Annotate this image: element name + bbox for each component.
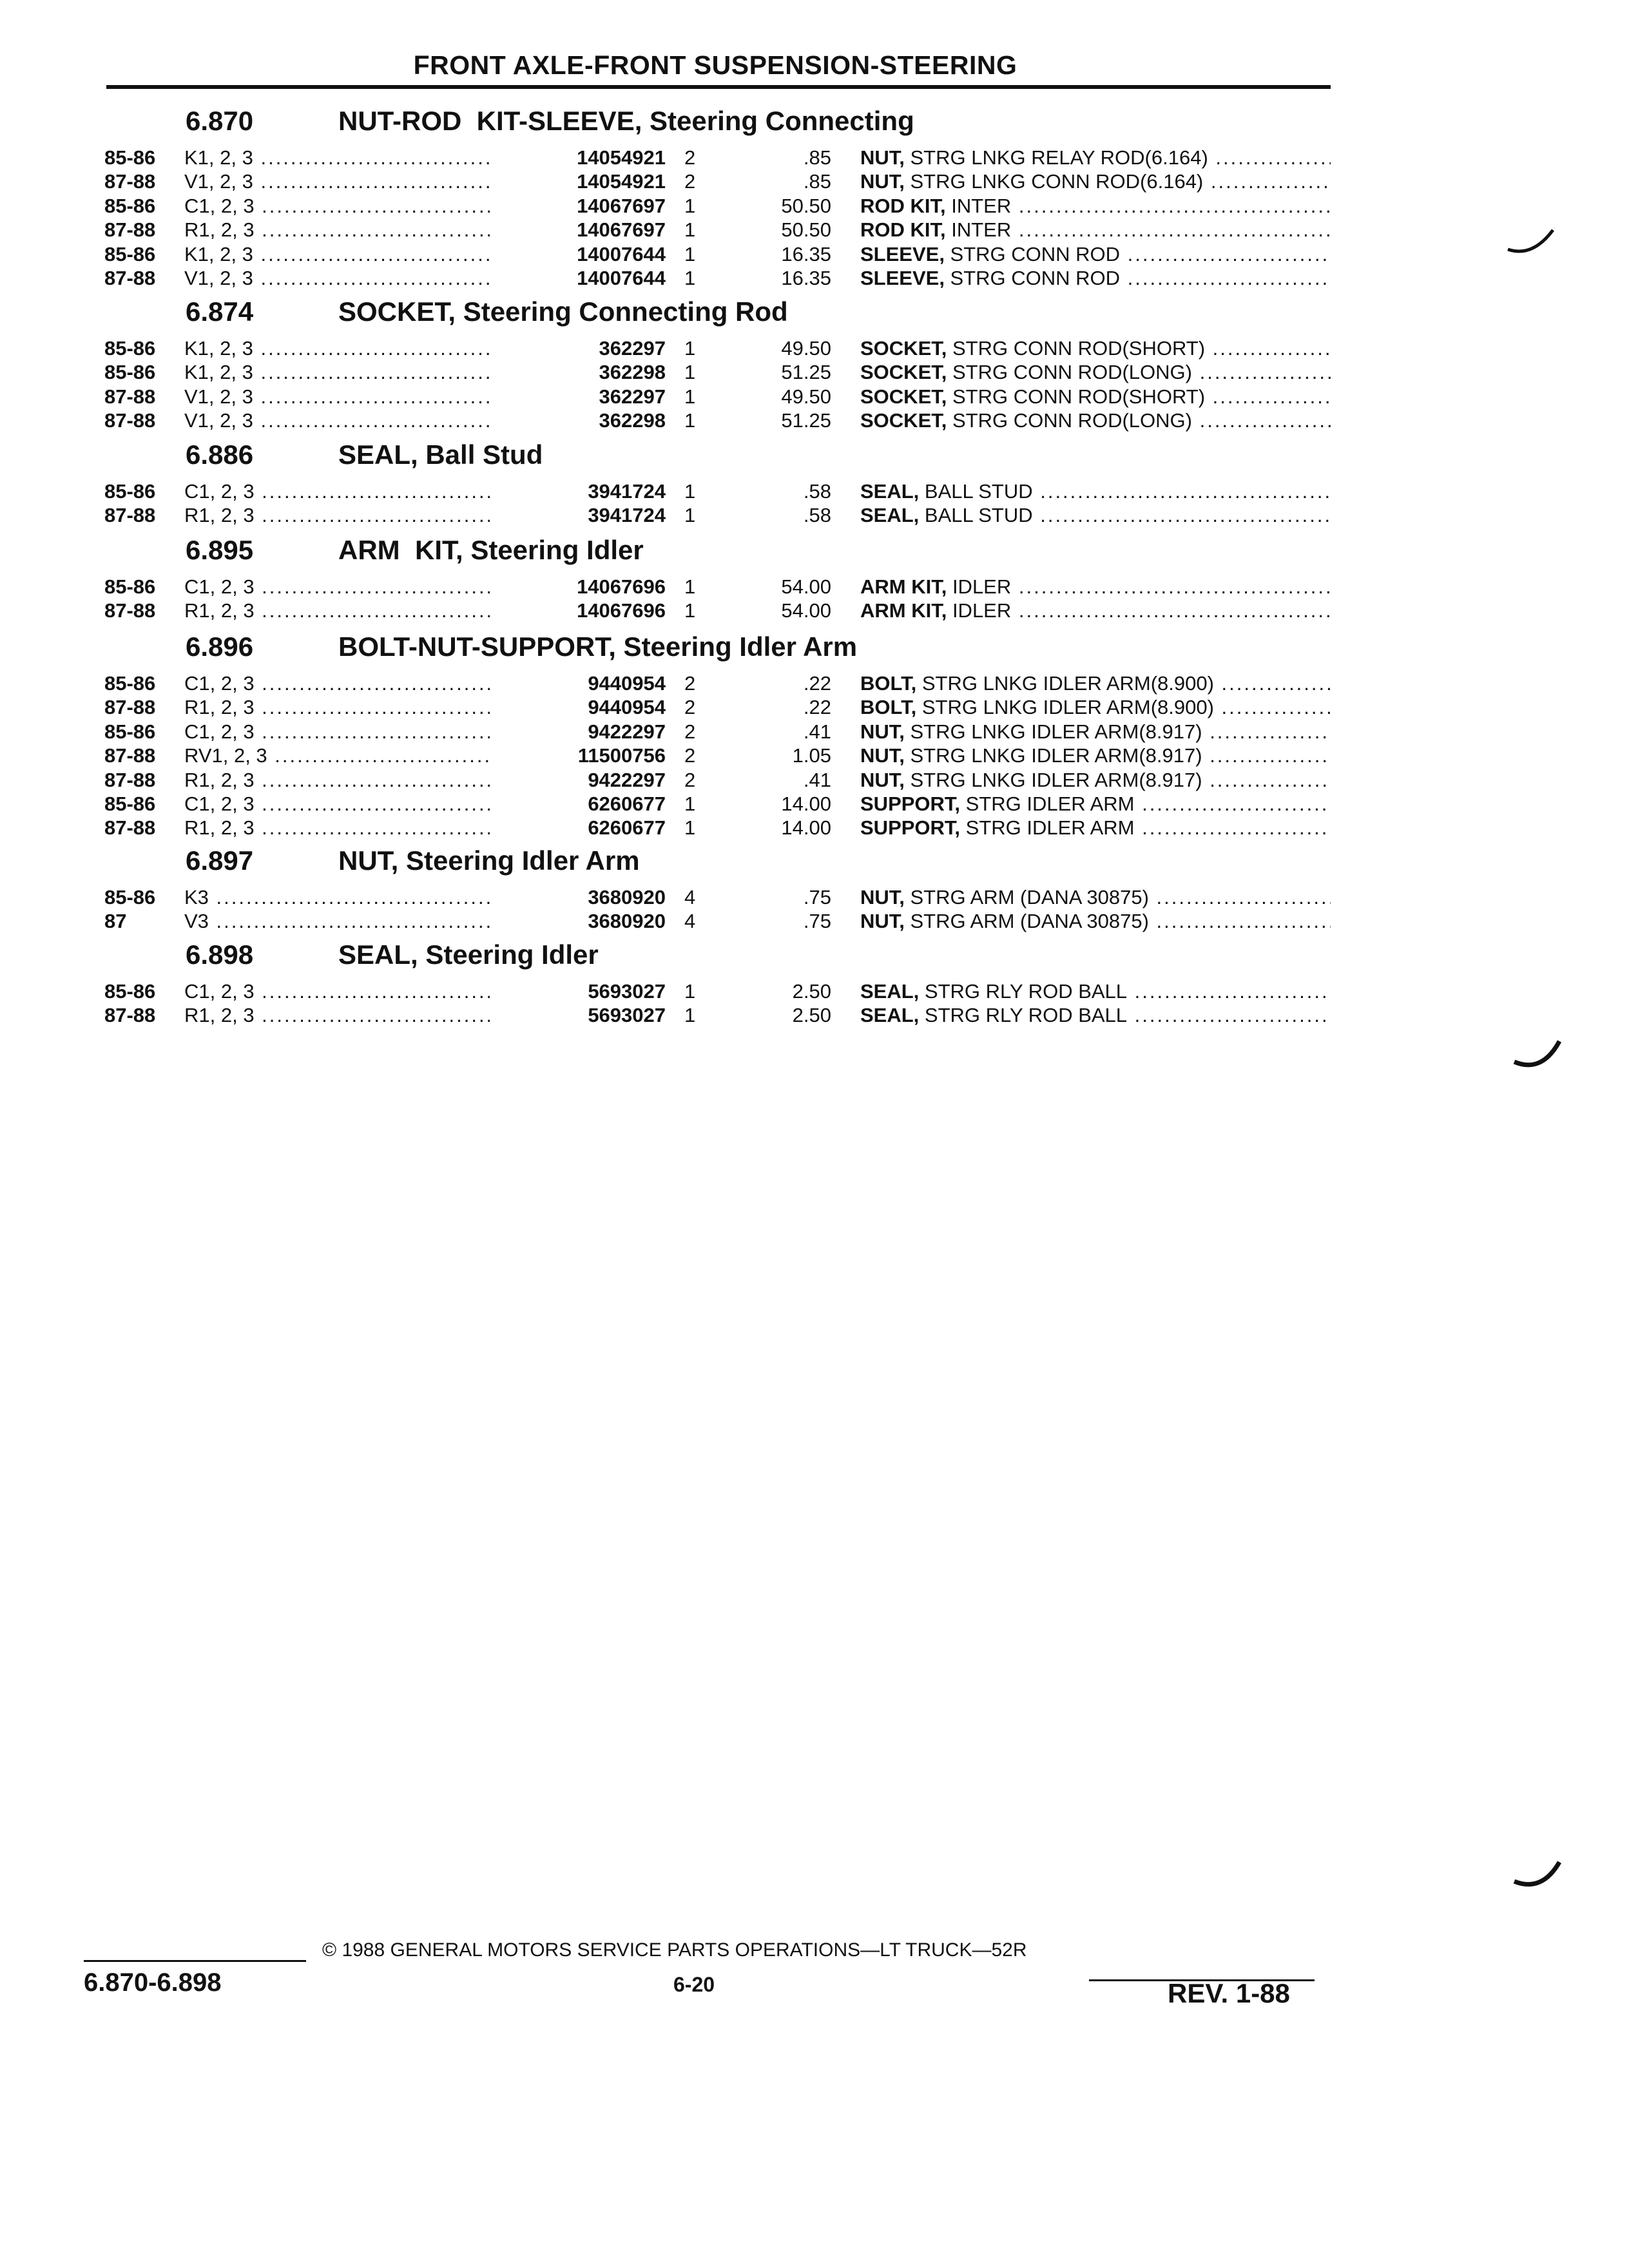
quantity: 1 [684,575,696,598]
section-header [0,938,1629,972]
part-row [0,266,1629,290]
part-row [0,503,1629,527]
model-codes: C1, 2, 3 ..... [184,671,519,695]
model-years: 85-86 [104,575,156,598]
model-years: 87-88 [104,267,156,289]
model-years: 87-88 [104,816,156,840]
margin-mark [1507,227,1558,259]
part-number: 6260677 [490,816,666,840]
section-title: ARM KIT, Steering Idler [338,535,644,565]
part-row [0,599,1629,622]
description-noun: SOCKET, [860,361,947,384]
description [860,768,1331,792]
part-row [0,218,1629,242]
margin-mark [1513,1036,1565,1075]
description-text: STRG CONN ROD [944,242,1121,265]
model-years: 87-88 [104,696,156,719]
description-text: IDLER [947,575,1012,598]
quantity: 2 [684,768,696,791]
description [860,169,1331,193]
description-noun: SOCKET, [860,385,947,408]
price: 2.50 [792,980,831,1003]
description [860,909,1331,933]
model-years: 85-86 [104,146,156,169]
quantity: 2 [684,744,696,767]
description-text: STRG CONN ROD [944,267,1121,289]
description-text: STRG LNKG IDLER ARM(8.917) [904,720,1202,743]
description-noun: SUPPORT, [860,816,961,840]
description [860,720,1331,744]
model-years: 85-86 [104,793,156,815]
model-codes: V1, 2, 3 ..... [184,408,519,432]
description [860,885,1331,909]
model-years: 85-86 [104,337,156,360]
quantity: 2 [684,672,696,695]
part-row [0,336,1629,360]
description-noun: NUT, [860,170,905,193]
description-text: STRG ARM (DANA 30875) [904,910,1149,933]
model-codes: C1, 2, 3 ..... [184,720,519,744]
price: 50.50 [781,194,831,217]
section-title: SEAL, Ball Stud [338,439,543,470]
description-noun: SEAL, [860,980,920,1003]
description-noun: NUT, [860,886,905,908]
model-years: 87-88 [104,768,156,791]
part-number: 362297 [490,385,666,408]
model-years: 85-86 [104,672,156,695]
description-text: STRG LNKG IDLER ARM(8.900) [916,696,1214,719]
footer-revision: REV. 1-88 [1168,1978,1290,2008]
description-noun: SEAL, [860,480,920,503]
part-number: 14067696 [490,575,666,599]
footer-rule-left [84,1960,306,1962]
description-noun: BOLT, [860,672,917,695]
part-row [0,360,1629,384]
part-number: 14007644 [490,242,666,266]
description-noun: SLEEVE, [860,267,945,289]
price: .41 [803,720,831,743]
model-codes: C1, 2, 3 ..... [184,979,519,1003]
model-codes: C1, 2, 3 ..... [184,194,519,218]
part-number: 362298 [490,360,666,384]
price: 51.25 [781,361,831,384]
description [860,1003,1331,1027]
part-row [0,169,1629,193]
description-text: STRG RLY ROD BALL [919,980,1128,1003]
model-years: 85-86 [104,242,156,265]
quantity: 2 [684,696,696,719]
price: 1.05 [792,744,831,767]
description-noun: ROD KIT, [860,218,946,242]
model-codes: V3 ..... [184,909,519,933]
part-number: 14054921 [490,169,666,193]
description-noun: SLEEVE, [860,242,945,265]
part-row [0,242,1629,266]
quantity: 4 [684,910,696,933]
part-number: 9440954 [490,671,666,695]
part-number: 5693027 [490,979,666,1003]
price: .22 [803,672,831,695]
price: .75 [803,910,831,933]
description-noun: SUPPORT, [860,793,961,815]
model-years: 87-88 [104,170,156,193]
part-row [0,744,1629,767]
description [860,744,1331,767]
section-header [0,630,1629,664]
model-years: 85-86 [104,480,156,503]
price: 49.50 [781,337,831,360]
model-codes: R1, 2, 3 ..... [184,816,519,840]
part-number: 3680920 [490,885,666,909]
quantity: 1 [684,1004,696,1027]
model-codes: R1, 2, 3 ..... [184,768,519,792]
description-noun: SEAL, [860,504,920,527]
section-number: 6.897 [186,845,254,876]
model-years: 87 [104,910,127,933]
part-number: 362298 [490,408,666,432]
model-codes: V1, 2, 3 ..... [184,169,519,193]
part-row [0,792,1629,816]
price: .75 [803,886,831,908]
price: 2.50 [792,1004,831,1027]
section-title: BOLT-NUT-SUPPORT, Steering Idler Arm [338,631,858,662]
description-noun: NUT, [860,744,905,767]
description-noun: NUT, [860,720,905,743]
part-number: 3941724 [490,479,666,503]
description-text: BALL STUD [919,504,1033,527]
model-years: 87-88 [104,599,156,622]
description-noun: NUT, [860,146,905,169]
quantity: 1 [684,242,696,265]
part-row [0,408,1629,432]
part-number: 9422297 [490,720,666,744]
price: 16.35 [781,242,831,265]
description-noun: SOCKET, [860,337,947,360]
quantity: 1 [684,218,696,242]
quantity: 1 [684,980,696,1003]
description-noun: SOCKET, [860,409,947,432]
description [860,385,1331,408]
section-header [0,844,1629,878]
price: 54.00 [781,599,831,622]
model-years: 87-88 [104,218,156,242]
description-text: STRG IDLER ARM [960,816,1135,840]
footer-copyright: © 1988 GENERAL MOTORS SERVICE PARTS OPERATIONS—LT TRUCK—52R [322,1939,1027,1961]
section-header [0,438,1629,472]
description-text: STRG LNKG IDLER ARM(8.900) [916,672,1214,695]
description-noun: NUT, [860,768,905,791]
part-number: 14067697 [490,218,666,242]
description [860,218,1331,242]
description-text: STRG ARM (DANA 30875) [904,886,1149,908]
description-text: STRG LNKG IDLER ARM(8.917) [904,768,1202,791]
price: .85 [803,170,831,193]
description-text: BALL STUD [919,480,1033,503]
section-number: 6.874 [186,296,254,327]
model-codes: R1, 2, 3 ..... [184,599,519,622]
section-title: SEAL, Steering Idler [338,939,599,970]
part-number: 3941724 [490,503,666,527]
description [860,792,1331,816]
model-codes: R1, 2, 3 ..... [184,695,519,719]
section-header [0,104,1629,138]
part-row [0,768,1629,792]
model-codes: K1, 2, 3 ..... [184,360,519,384]
part-number: 14067697 [490,194,666,218]
price: .22 [803,696,831,719]
quantity: 1 [684,267,696,289]
model-codes: V1, 2, 3 ..... [184,385,519,408]
price: 49.50 [781,385,831,408]
part-row [0,909,1629,933]
part-row [0,720,1629,744]
model-codes: R1, 2, 3 ..... [184,503,519,527]
part-row [0,479,1629,503]
description-noun: BOLT, [860,696,917,719]
footer-page-number: 6-20 [673,1973,715,1996]
description [860,599,1331,622]
margin-mark [1513,1857,1565,1896]
part-number: 11500756 [490,744,666,767]
part-number: 14054921 [490,146,666,169]
section-number: 6.896 [186,631,254,662]
description-text: STRG CONN ROD(LONG) [947,409,1192,432]
part-row [0,671,1629,695]
section-title: NUT-ROD KIT-SLEEVE, Steering Connecting [338,106,914,136]
part-number: 14067696 [490,599,666,622]
price: 14.00 [781,816,831,840]
description-noun: ROD KIT, [860,194,946,217]
part-row [0,885,1629,909]
description [860,242,1331,266]
description-text: STRG LNKG CONN ROD(6.164) [904,170,1204,193]
part-row [0,575,1629,599]
description [860,575,1331,599]
description [860,266,1331,290]
description [860,503,1331,527]
model-years: 85-86 [104,361,156,384]
quantity: 1 [684,816,696,840]
quantity: 2 [684,170,696,193]
model-years: 87-88 [104,744,156,767]
model-years: 85-86 [104,720,156,743]
model-codes: R1, 2, 3 ..... [184,1003,519,1027]
section-title: SOCKET, Steering Connecting Rod [338,296,788,327]
part-number: 5693027 [490,1003,666,1027]
description-text: IDLER [947,599,1012,622]
section-header [0,533,1629,567]
description-text: STRG CONN ROD(SHORT) [947,337,1206,360]
model-codes: C1, 2, 3 ..... [184,575,519,599]
quantity: 4 [684,886,696,908]
model-years: 85-86 [104,194,156,217]
quantity: 1 [684,337,696,360]
model-codes: C1, 2, 3 ..... [184,479,519,503]
part-number: 9440954 [490,695,666,719]
model-codes: K1, 2, 3 ..... [184,336,519,360]
description-noun: ARM KIT, [860,575,947,598]
model-codes: K1, 2, 3 ..... [184,146,519,169]
description [860,479,1331,503]
part-row [0,695,1629,719]
model-codes: C1, 2, 3 ..... [184,792,519,816]
model-years: 85-86 [104,980,156,1003]
part-row [0,146,1629,169]
price: 50.50 [781,218,831,242]
description [860,194,1331,218]
description-text: INTER [945,218,1012,242]
model-codes: R1, 2, 3 ..... [184,218,519,242]
description-text: INTER [945,194,1012,217]
part-row [0,979,1629,1003]
description-text: STRG RLY ROD BALL [919,1004,1128,1027]
description [860,695,1331,719]
description-noun: NUT, [860,910,905,933]
description-noun: ARM KIT, [860,599,947,622]
part-number: 362297 [490,336,666,360]
description-noun: SEAL, [860,1004,920,1027]
price: .58 [803,504,831,527]
part-row [0,385,1629,408]
description-text: STRG CONN ROD(SHORT) [947,385,1206,408]
description [860,146,1331,169]
description-text: STRG LNKG IDLER ARM(8.917) [904,744,1202,767]
model-years: 87-88 [104,1004,156,1027]
description [860,671,1331,695]
price: 51.25 [781,409,831,432]
quantity: 1 [684,480,696,503]
section-number: 6.895 [186,535,254,565]
part-number: 14007644 [490,266,666,290]
section-number: 6.898 [186,939,254,970]
part-number: 3680920 [490,909,666,933]
section-header [0,295,1629,329]
description [860,408,1331,432]
quantity: 1 [684,385,696,408]
model-years: 87-88 [104,409,156,432]
description-text: STRG CONN ROD(LONG) [947,361,1192,384]
quantity: 1 [684,361,696,384]
price: 14.00 [781,793,831,815]
section-number: 6.886 [186,439,254,470]
section-number: 6.870 [186,106,254,136]
part-row [0,816,1629,840]
description-text: STRG LNKG RELAY ROD(6.164) [904,146,1208,169]
description [860,336,1331,360]
section-title: NUT, Steering Idler Arm [338,845,640,876]
part-row [0,1003,1629,1027]
price: 54.00 [781,575,831,598]
price: .41 [803,768,831,791]
quantity: 1 [684,409,696,432]
quantity: 1 [684,793,696,815]
price: 16.35 [781,267,831,289]
quantity: 2 [684,720,696,743]
part-number: 6260677 [490,792,666,816]
model-years: 87-88 [104,385,156,408]
model-codes: K3 ..... [184,885,519,909]
model-years: 87-88 [104,504,156,527]
part-number: 9422297 [490,768,666,792]
model-codes: RV1, 2, 3 ..... [184,744,519,767]
model-codes: K1, 2, 3 ..... [184,242,519,266]
price: .85 [803,146,831,169]
part-row [0,194,1629,218]
description [860,979,1331,1003]
footer-range: 6.870-6.898 [84,1968,222,1997]
page-title: FRONT AXLE-FRONT SUSPENSION-STEERING [413,50,1017,80]
quantity: 2 [684,146,696,169]
price: .58 [803,480,831,503]
quantity: 1 [684,599,696,622]
description [860,360,1331,384]
description [860,816,1331,840]
quantity: 1 [684,504,696,527]
description-text: STRG IDLER ARM [960,793,1135,815]
quantity: 1 [684,194,696,217]
model-codes: V1, 2, 3 ..... [184,266,519,290]
model-years: 85-86 [104,886,156,908]
